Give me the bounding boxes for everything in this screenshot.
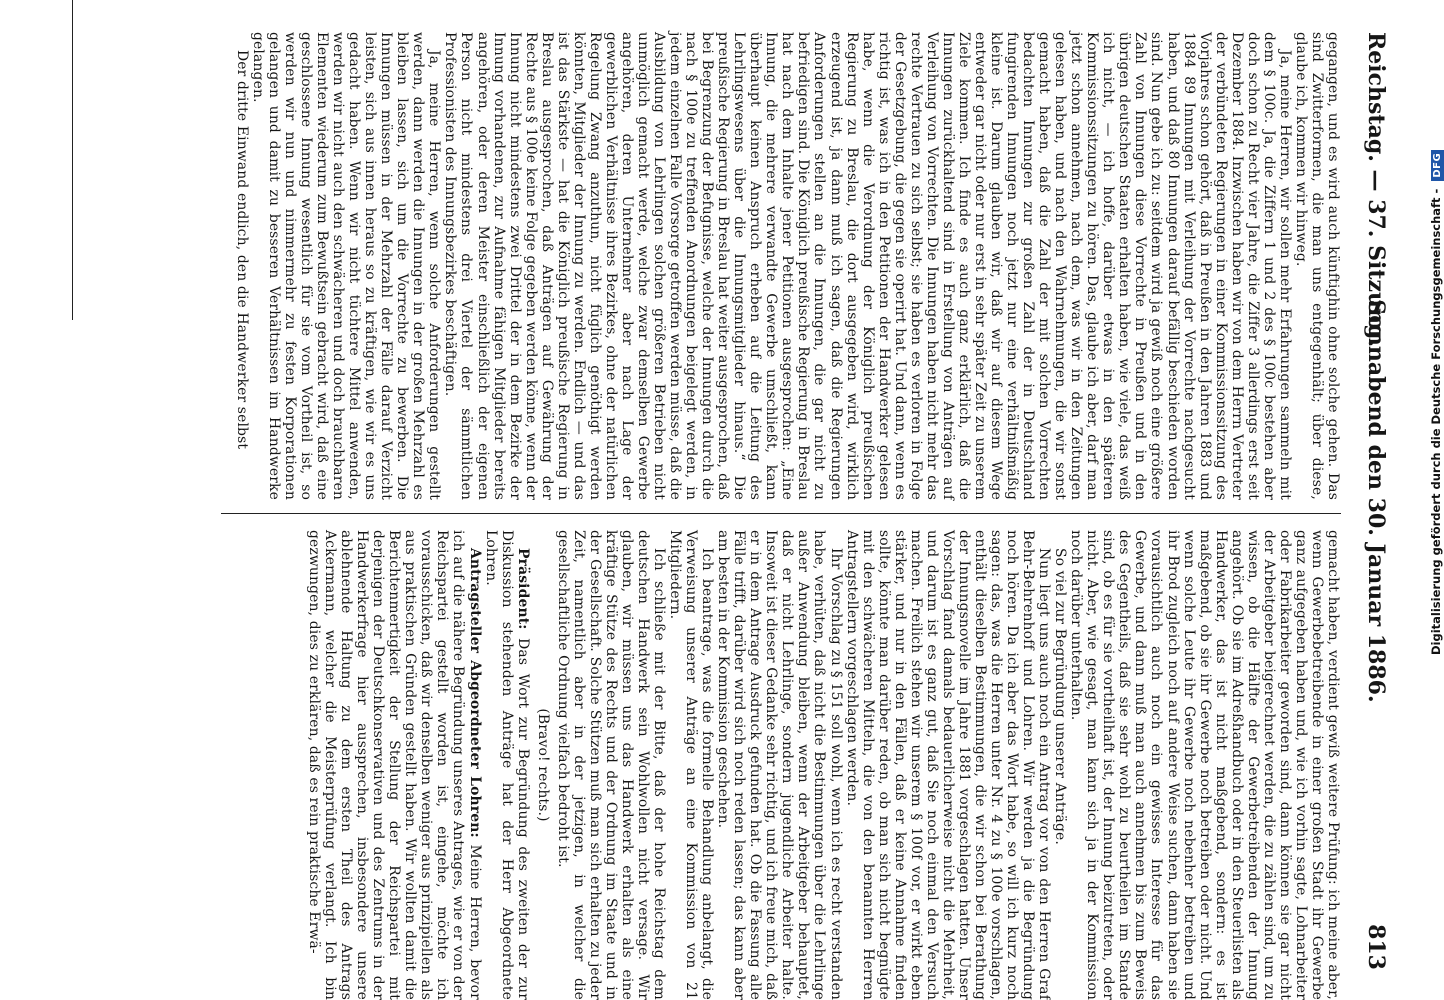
paragraph: Ich beantrage, was die formelle Behandlung anbelangt, die Verweisung unserer Anträge an eine Kommission von 21 Mitgliedern. [667,530,716,1000]
president-paragraph [483,530,531,1000]
left-column [41,32,1341,500]
paragraph: Ja, meine Herren, wir sollen mehr Erfahrungen sammeln mit dem § 100c. Ja, die Ziffern 1 und 2 des § 100c bestehen aber doch schon zu Recht vier Jahre, die Ziffer 3 allerdings erst seit Dezember 1884. Inzwischen haben wir von dem Herrn Vertreter der verbündeten Regierungen in einer Kommissionssitzung des Vorjahres schon gehört, daß in Preußen in den Jahren 1883 und 1884 89 Innungen mit Verleihung der Vorrechte nachgesucht haben, und daß 80 Innungen darauf befällig beschieden worden sind. Nun gebe ich zu: seitdem wird ja gewiß noch eine größere Zahl von Innungen diese Vorrechte in Preußen und in den übrigen deutschen Staaten erhalten haben, wie viele, das weiß ich nicht, — ich hoffe, darüber etwas in den späteren Kommissionssitzungen zu hören. Das, glaube ich aber, darf man jetzt schon annehmen, nach dem, was wir in den Zeitungen gelesen haben, und nach den Wahrnehmungen, die wir sonst gemacht haben, daß die Zahl der mit solchen Vorrechten bedachten Innungen zur großen Zahl der in Deutschland fungirenden Innungen noch jetzt nur eine verhältnißmäßig kleine ist. Darum glauben wir, daß wir auf diesem Wege entweder gar nicht oder nur erst in sehr später Zeit zu unserem Ziele kommen. Ich finde es auch ganz erklärlich, daß die Innungen zurückhaltend sind in Erstellung von Anträgen auf Verleihung von Vorrechten. Die Innungen haben nicht mehr das rechte Vertrauen zu sich selbst; sie haben es verloren in Folge der Gesetzgebung, die gegen sie operirt hat. Und dann, wenn es richtig ist, was ich in den Petitionen der Handwerker gelesen habe, wenn die Verordnung der Königlich preußischen Regierung zu Breslau, die dort ausgegeben wird, wirklich erzeugend ist, ja dann muß ich sagen, daß die Regierungen Anforderungen stellen an die Innungen, die gar nicht zu befriedigen sind. Die Königlich preußische Regierung in Breslau hat nach dem Inhalte jener Petitionen ausgesprochen: „Eine Innung, die mehrere verwandte Gewerbe umschließt, kann überhaupt keinen Anspruch erheben auf die Leitung des Lehrlingswesens über die Innungsmitglieder hinaus.“ Die preußische Regierung in Breslau hat weiter ausgesprochen, daß bei Begrenzung der Befugnisse, welche der Innungen durch die nach § 100e zu treffenden Anordnungen beigelegt werden, in jedem einzelnen Falle Vorsorge getroffen werden müsse, daß die Ausbildung von Lehrlingen solchen größeren Betrieben nicht unmöglich gemacht werde, welche zwar demselben Gewerbe angehören, deren Unternehmer aber nach Lage der gewerblichen Verhältnisse ihres Bezirkes, ohne der natürlichen Regelung Zwang anzuthun, nicht füglich genöthigt werden könnten, Mitglieder der Innung zu werden. Endlich — und das ist das Stärkste — hat die Königlich preußische Regierung in Breslau ausgesprochen, daß Anträgen auf Gewährung der Rechte aus § 100e keine Folge gegeben werden könne, wenn der Innung nicht mindestens zwei Drittel der in dem Bezirke der Innung vorhandenen, zur Aufnahme fähigen Mitglieder bereits angehören, oder deren Meister einschließlich der eigenen Person nicht mindestens drei Viertel der sämmtlichen Professionisten des Innungsbezirkes beschäftigen. [442,32,1293,500]
funding-note-text-wrap [1429,152,1444,655]
paragraph: gegangen, und es wird auch künftighin ohne solche gehen. Das sind Zwitterformen, die man uns entgegenhält; über diese, glaube ich, kommen wir hinweg. [1292,32,1341,500]
paragraph: So viel zur Begründung unserer Anträge. [1052,548,1069,845]
paragraph-text: Das Wort zur Begründung des zweiten der zur Diskussion stehenden Anträge hat der Herr Abgeordnete Lohren. [482,530,531,1000]
page-number: 813 [1363,924,1389,970]
speaker-president: Präsident: [514,548,531,630]
header-session: Reichstag. — 37. Sitzung. [1363,32,1389,348]
paragraph: Ja, meine Herren, wenn solche Anforderungen gestellt werden, dann werden die Innungen in der großen Mehrzahl es bleiben lassen, sich um die Vorrechte zu bewerben. Die Innungen müssen in der Mehrzahl der Fälle darauf Verzicht leisten, sich aus innen heraus so zu kräftigen, wie wir es uns gedacht haben. Wenn wir nicht tüchtere Mittel anwenden, werden wir nicht auch den schwächeren und doch brauchbaren Elementen wiederum zum Bewußtsein gebracht wird, daß eine geschlossene Innung wesentlich für sie vom Vortheil ist, so werden wir nun und nimmermehr zu festen Korporationen gelangen und damit zu besseren Verhältnissen im Handwerke gelangen. [249,32,443,500]
scanned-page [30,0,1405,1000]
paragraph: Ihr Vorschlag zu § 151 soll wohl, wenn ich es recht verstanden habe, verhüten, daß nicht die Bestimmungen über die Lehrlinge außer Anwendung bleiben, wenn der Arbeitgeber behauptet, daß er nicht Lehrlinge, sondern jugendliche Arbeiter halte. Insoweit ist dieser Gedanke sehr richtig, und ich freue mich, daß er in dem Antrage Ausdruck gefunden hat. Ob die Fassung alle Fälle trifft, darüber wird sich noch reden lassen; das kann aber am besten in der Kommission geschehen. [715,530,844,1000]
paragraph: Der dritte Einwand endlich, den die Handwerker selbst [233,50,250,450]
lohren-paragraph [306,530,483,1000]
applause-note: (Bravo! rechts.) [534,708,551,822]
paragraph: Ich schließe mit der Bitte, daß der hohe Reichstag dem deutschen Handwerk sein Wohlwollen nicht versage. Wir glauben, wir müssen uns das Handwerk erhalten als eine kräftige Stütze des Rechts und der Ordnung im Staate und in der Gesellschaft. Solche Stützen muß man sich erhalten zu jeder Zeit, namentlich aber in der jetzigen, in welcher die gesellschaftliche Ordnung vielfach bedroht ist. [554,530,668,1000]
dfg-logo: DFG [1431,150,1444,181]
speaker-lohren: Antragsteller Abgeordneter Lohren: [466,548,483,838]
header-date: Sonnabend den 30. Januar 1886. [1363,299,1389,703]
funding-note [1393,0,1443,1000]
running-header [1359,32,1393,970]
funding-note-text: Digitalisierung gefördert durch die Deutsche Forschungsgemeinschaft - [1429,188,1443,655]
paragraph: Nun liegt uns auch noch ein Antrag vor von den Herren Graf Behr-Behrenhoff und Lohren. Wir werden ja die Begründung noch hören. Da ich aber das Wort habe, so will ich kurz noch sagen: das, was die Herren unter Nr. 4 zu § 100e vorschlagen, enthält dieselben Bestimmungen, die wir schon bei Berathung der Innungsnovelle im Jahre 1881 vorgeschlagen hatten. Unser Vorschlag fand damals bedauerlicherweise nicht die Mehrheit, und darum ist es ganz gut, daß Sie noch einmal den Versuch machen. Freilich stehen wir unserem § 100f vor, er wirkt eben stärker, und nur in den Fällen, daß er keine Annahme finden sollte, könnte man darüber reden, ob man sich nicht begnügte mit den schwächeren Mitteln, die von den benannten Herren Antragstellern vorgeschlagen werden. [843,530,1053,1000]
right-column [41,530,1341,1000]
paragraph-text: Meine Herren, bevor ich auf die nähere Begründung unseres Antrages, wie er von der Reichspartei gestellt worden ist, eingehe, möchte ich vorausschicken, daß wir denselben weniger aus prinzipiellen als aus praktischen Gründen gestellt haben. Wir wollten damit die Berichtenmertigkeit der Stellung der Reichspartei mit derjenigen der Deutschkonservativen und des Zentrums in der Handwerkerfrage hier aussprechen, insbesondere unsere ablehnende Haltung zu dem ersten Theil des Antrags Ackermann, welcher die Meisterprüfung verlangt. Ich bin gezwungen, dies zu erklären, daß es rein praktische Erwä- [306,530,483,1000]
column-divider [221,513,1341,514]
paragraph: gemacht haben, verdient gewiß weitere Prüfung: ich meine aber, wenn Gewerbebetreibende in einer großen Stadt ihr Gewerbe ganz aufgegeben haben und, wie ich vorhin sagte, Lohnarbeiter oder Fabrikarbeiter geworden sind, dann können sie gar nicht der Arbeitgeber beigerechnet werden, die zu zählen sind, um zu wissen, ob die Hälfte der Gewerbetreibenden der Innung angehört. Ob sie im Adreßhandbuch oder in den Steuerlisten als Handwerker, das ist nicht maßgebend, sondern: es ist maßgebend, ob sie ihr Gewerbe noch betreiben oder nicht. Und wenn solche Leute ihr Gewerbe noch nebenher betreiben und ihr Brod zugleich noch auf andere Weise suchen, dann haben sie vorausichtlich auch noch ein gewisses Interesse für das Gewerbe, und dann muß man auch annehmen bis zum Beweis des Gegentheils, daß sie sehr wohl zu beurtheilen im Stande sind, ob es für sie vortheilhaft ist, der Innung beizutreten, oder nicht. Aber, wie gesagt, man kann sich ja in der Kommission noch darüber unterhalten. [1068,530,1341,1000]
